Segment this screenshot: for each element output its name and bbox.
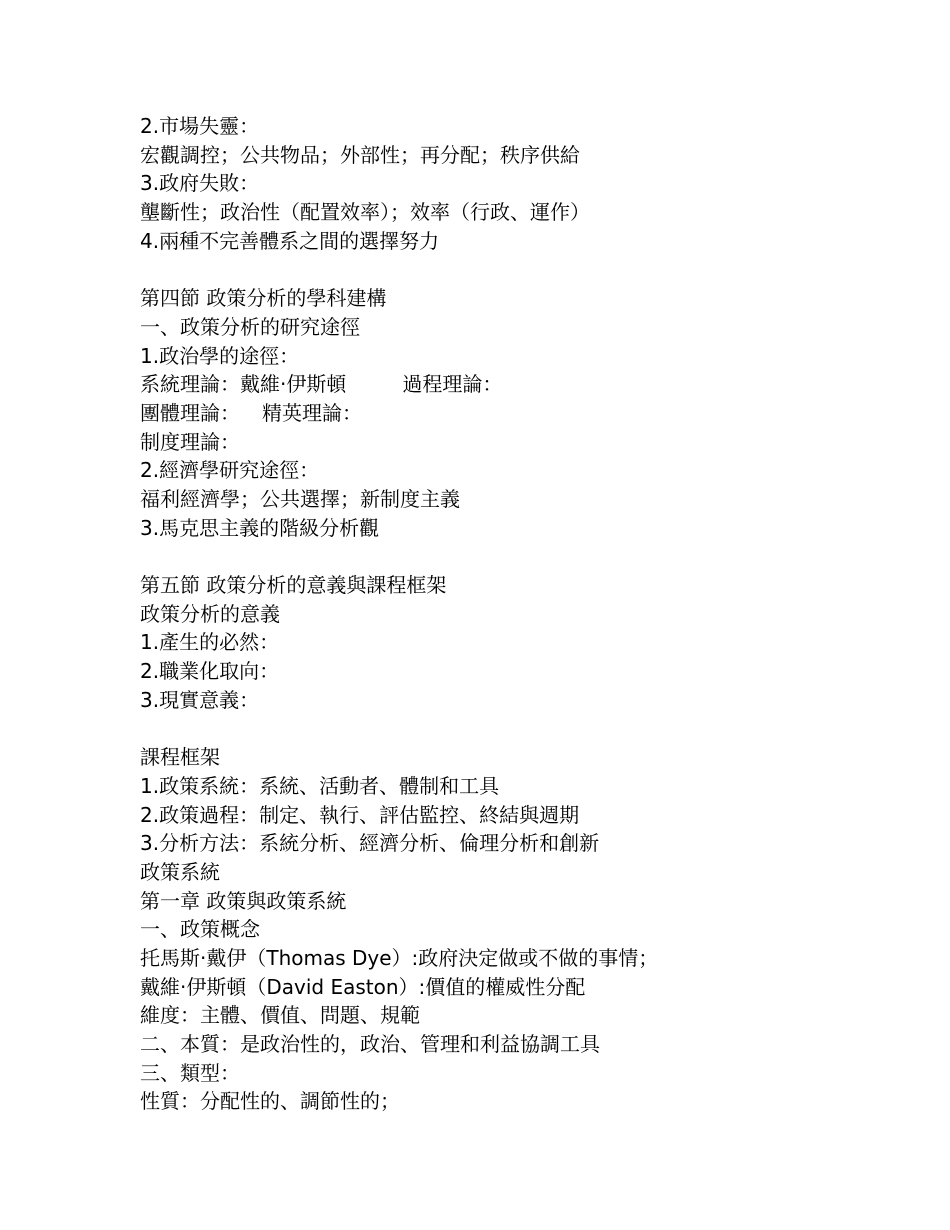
text-line: 1.政治學的途徑： <box>140 343 300 368</box>
text-line: 1.產生的必然： <box>140 630 280 655</box>
chapter-heading: 第一章 政策與政策系統 <box>140 888 347 913</box>
subsection-heading: 一、政策分析的研究途徑 <box>140 314 360 339</box>
blank-line <box>140 714 920 743</box>
text-line: 1.政策系統：系統、活動者、體制和工具 <box>140 773 500 798</box>
subsection-heading: 課程框架 <box>140 745 220 770</box>
section-heading: 第四節 政策分析的學科建構 <box>140 286 387 311</box>
section-heading: 第五節 政策分析的意義與課程框架 <box>140 573 447 597</box>
text-line: 3.現實意義： <box>140 687 260 712</box>
text-line: 4.兩種不完善體系之間的選擇努力 <box>140 228 440 253</box>
systems-theory-text: 系統理論：戴維·伊斯頓 <box>140 372 347 397</box>
text-line: 2.經濟學研究途徑： <box>140 458 320 483</box>
text-line: 托馬斯·戴伊（Thomas Dye）:政府決定做或不做的事情； <box>140 945 659 970</box>
blank-line <box>140 255 920 284</box>
document-page <box>140 112 920 1116</box>
text-line: 二、本質：是政治性的，政治、管理和利益協調工具 <box>140 1032 600 1056</box>
text-line: 3.馬克思主義的階級分析觀 <box>140 515 380 540</box>
text-line: 福利經濟學；公共選擇；新制度主義 <box>140 486 460 511</box>
group-theory-text: 團體理論： <box>140 400 240 425</box>
text-line: 宏觀調控；公共物品；外部性；再分配；秩序供給 <box>140 142 580 167</box>
text-line: 3.政府失敗： <box>140 171 260 196</box>
text-line: 2.市場失靈： <box>140 114 260 138</box>
text-line-theories-1 <box>140 370 920 399</box>
subsection-heading: 政策分析的意義 <box>140 601 280 626</box>
text-line: 3.分析方法：系統分析、經濟分析、倫理分析和創新 <box>140 831 600 856</box>
text-line: 戴維·伊斯頓（David Easton）:價值的權威性分配 <box>140 974 586 999</box>
text-line: 壟斷性；政治性（配置效率）；效率（行政、運作） <box>140 200 590 225</box>
blank-line <box>140 542 920 571</box>
subsection-heading: 政策系統 <box>140 859 220 884</box>
text-line: 性質：分配性的、調節性的； <box>140 1089 400 1114</box>
text-line-theories-2 <box>140 399 920 428</box>
text-line: 三、類型： <box>140 1060 240 1085</box>
text-line: 維度：主體、價值、問題、規範 <box>140 1003 420 1028</box>
text-line: 2.職業化取向： <box>140 659 280 684</box>
elite-theory-text: 精英理論： <box>262 400 362 425</box>
process-theory-text: 過程理論： <box>402 372 503 397</box>
text-line: 制度理論： <box>140 429 240 454</box>
text-line: 一、政策概念 <box>140 917 260 942</box>
text-line: 2.政策過程：制定、執行、評估監控、終結與週期 <box>140 802 580 827</box>
